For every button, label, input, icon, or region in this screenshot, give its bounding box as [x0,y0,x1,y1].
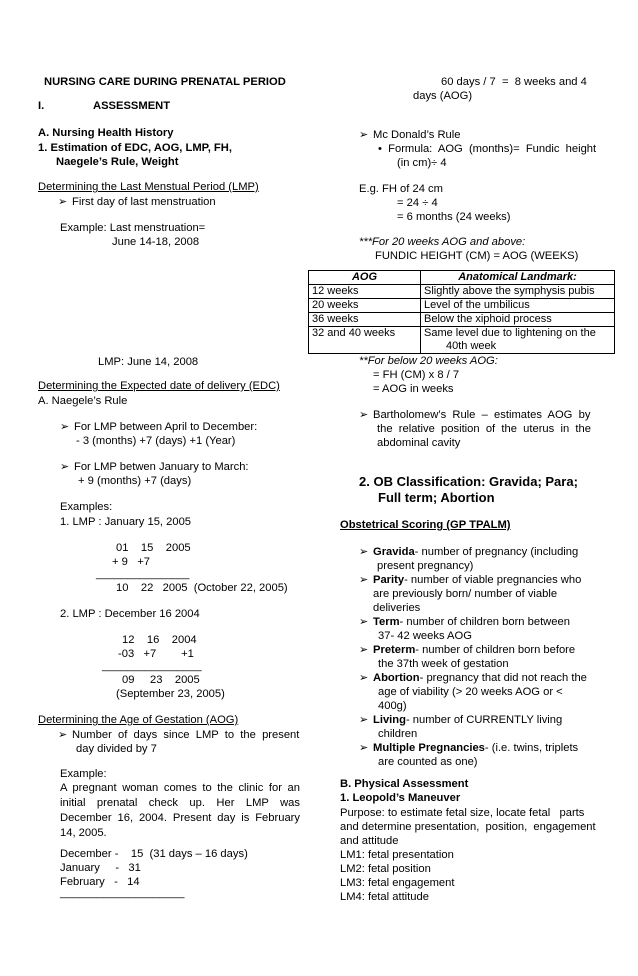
term-desc-cont: are previously born/ number of viable [373,588,558,600]
subsection-a: A. Nursing Health History [38,127,174,139]
arrow-bullet-icon: ➢ [60,461,70,473]
list-item [359,672,587,685]
example-1-rule: _______________ [96,568,190,580]
formula-line2: (in cm)÷ 4 [397,157,447,169]
aog-landmark-table [308,270,615,354]
section-title: ASSESSMENT [93,100,171,112]
aog-bullet [58,729,299,742]
table-cell-landmark: Level of the umbilicus [421,299,615,313]
table-header-aog: AOG [309,271,421,285]
term-desc-cont: 400g) [378,700,407,712]
aog-example-label: Example: [60,768,107,780]
edc-naegele: A. Naegele’s Rule [38,395,128,407]
table-cell-aog: 20 weeks [309,299,421,313]
example-1-result: 10 22 2005 (October 22, 2005) [116,582,288,594]
table-header-landmark: Anatomical Landmark: [421,271,615,285]
example-2-row2: -03 +7 +1 [118,648,194,660]
lmp-bullet-text: First day of last menstruation [72,196,216,208]
example-2-result: 09 23 2005 [122,674,200,686]
list-item [359,546,578,559]
item-1-line1: 1. Estimation of EDC, AOG, LMP, FH, [38,142,232,154]
edc-bullet-1-text: For LMP between April to December: [74,421,258,433]
lmp-example-label: Example: Last menstruation= [60,222,206,234]
edc-formula-1: - 3 (months) +7 (days) +1 (Year) [76,435,236,447]
list-item [359,714,562,727]
edc-bullet-2 [60,461,249,474]
term-desc-cont: children [378,728,418,740]
table-row [309,285,615,299]
document-title: NURSING CARE DURING PRENATAL PERIOD [44,76,286,88]
term-desc-cont: deliveries [373,602,421,614]
term-desc-cont: present pregnancy) [377,560,474,572]
term-parity: Parity [373,574,405,586]
term-desc: - (i.e. twins, triplets [484,742,579,754]
arrow-bullet-icon: ➢ [58,729,68,741]
edc-formula-2: + 9 (months) +7 (days) [78,475,192,487]
example-1-row2: + 9 +7 [112,556,150,568]
example-2-row1: 12 16 2004 [122,634,197,646]
term-desc: - number of children born before [415,644,576,656]
arrow-bullet-icon: ➢ [359,644,369,656]
list-item [359,616,570,629]
term-gravida: Gravida [373,546,415,558]
table-row [309,327,615,354]
term-desc-cont: age of viability (> 20 weeks AOG or < [378,686,563,698]
below-line2: = AOG in weeks [373,383,454,395]
eg-fh: E.g. FH of 24 cm [359,183,443,195]
example-1-label: 1. LMP : January 15, 2005 [60,516,192,528]
calc-january: January - 31 [60,862,141,874]
arrow-bullet-icon: ➢ [359,672,369,684]
calc-december: December - 15 (31 days – 16 days) [60,848,248,860]
term-multiple-pregnancies: Multiple Pregnancies [373,742,485,754]
arrow-bullet-icon: ➢ [359,714,369,726]
example-2-result-date: (September 23, 2005) [116,688,225,700]
table-cell-aog: 36 weeks [309,313,421,327]
lm3: LM3: fetal engagement [340,877,455,889]
section-number: I. [38,100,45,112]
list-item [359,742,578,755]
item-1-line2: Naegele’s Rule, Weight [56,156,179,168]
eg-line1: = 24 ÷ 4 [397,197,438,209]
arrow-bullet-icon: ➢ [359,616,369,628]
table-cell-landmark: Slightly above the symphysis pubis [421,285,615,299]
scoring-heading: Obstetrical Scoring (GP TPALM) [340,519,511,531]
aog-bullet-line2: day divided by 7 [76,743,157,755]
table-cell-aog: 12 weeks [309,285,421,299]
edc-bullet-2-text: For LMP betwen January to March: [74,461,249,473]
purpose-line1: Purpose: to estimate fetal size, locate fetal parts [340,807,585,819]
table-cell-aog: 32 and 40 weeks [309,327,421,354]
for-20-below: **For below 20 weeks AOG: [359,355,498,367]
term-desc: - number of CURRENTLY living [405,714,563,726]
lm4: LM4: fetal attitude [340,891,429,903]
term-desc-cont: 37- 42 weeks AOG [378,630,472,642]
term-abortion: Abortion [373,672,420,684]
formula-line1: • Formula: AOG (months)= Fundic height [378,143,597,155]
example-2-rule: ________________ [102,660,202,672]
bartholomew-line1: Bartholomew’s Rule – estimates AOG by [373,409,591,421]
list-item [359,644,575,657]
table-header-row [309,271,615,285]
arrow-bullet-icon: ➢ [359,574,369,586]
edc-bullet-1 [60,421,257,434]
arrow-bullet-icon: ➢ [359,409,369,421]
term-desc-cont: the 37th week of gestation [378,658,509,670]
ob-classification-line2: Full term; Abortion [378,490,495,505]
term-desc: - number of pregnancy (including [414,546,579,558]
table-cell-landmark [421,327,615,354]
bartholomew-rule [359,409,590,422]
arrow-bullet-icon: ➢ [60,421,70,433]
lmp-bullet [58,196,216,209]
arrow-bullet-icon: ➢ [359,129,369,141]
term-desc: - pregnancy that did not reach the [419,672,587,684]
aog-example-text: A pregnant woman comes to the clinic for an initial prenatal check up. Her LMP was December 16, 2004. Present day is February 14, 2005. [60,782,300,839]
aog-heading: Determining the Age of Gestation (AOG) [38,714,239,726]
purpose-line2: and determine presentation, position, engagement [340,821,596,833]
mcdonald-rule [359,129,460,142]
term-term: Term [373,616,400,628]
term-preterm: Preterm [373,644,416,656]
lmp-heading: Determining the Last Menstual Period (LMP) [38,181,259,193]
calc-result-top: 60 days / 7 = 8 weeks and 4 [441,76,587,88]
calc-february: February - 14 [60,876,140,888]
term-desc: - number of viable pregnancies who [404,574,582,586]
list-item [359,574,581,587]
calc-rule: ____________________ [60,887,185,899]
table-row [309,299,615,313]
term-desc-cont: are counted as one) [378,756,478,768]
landmark-line1: Same level due to lightening on the [424,327,596,339]
landmark-line2: 40th week [446,340,497,352]
lmp-example-dates: June 14-18, 2008 [112,236,200,248]
examples-label: Examples: [60,501,113,513]
arrow-bullet-icon: ➢ [359,742,369,754]
purpose-line3: and attitude [340,835,399,847]
mcdonald-rule-text: Mc Donald’s Rule [373,129,461,141]
edc-heading: Determining the Expected date of delivery (EDC) [38,380,280,392]
lmp-result: LMP: June 14, 2008 [98,356,199,368]
bartholomew-line2: the relative position of the uterus in the [377,423,591,435]
below-line1: = FH (CM) x 8 / 7 [373,369,460,381]
calc-result-top-line2: days (AOG) [413,90,473,102]
lm1: LM1: fetal presentation [340,849,454,861]
table-cell-landmark: Below the xiphoid process [421,313,615,327]
leopold-maneuver: 1. Leopold’s Maneuver [340,792,461,804]
example-1-row1: 01 15 2005 [116,542,191,554]
eg-line2: = 6 months (24 weeks) [397,211,511,223]
example-2-label: 2. LMP : December 16 2004 [60,608,200,620]
table-row [309,313,615,327]
aog-bullet-text: Number of days since LMP to the present [72,729,300,741]
fundic-formula: FUNDIC HEIGHT (CM) = AOG (WEEKS) [375,250,579,262]
for-20-above: ***For 20 weeks AOG and above: [359,236,526,248]
physical-assessment: B. Physical Assessment [340,778,469,790]
arrow-bullet-icon: ➢ [58,196,68,208]
ob-classification-line1: 2. OB Classification: Gravida; Para; [359,474,578,489]
lm2: LM2: fetal position [340,863,431,875]
term-desc: - number of children born between [399,616,570,628]
bartholomew-line3: abdominal cavity [377,437,461,449]
arrow-bullet-icon: ➢ [359,546,369,558]
term-living: Living [373,714,406,726]
